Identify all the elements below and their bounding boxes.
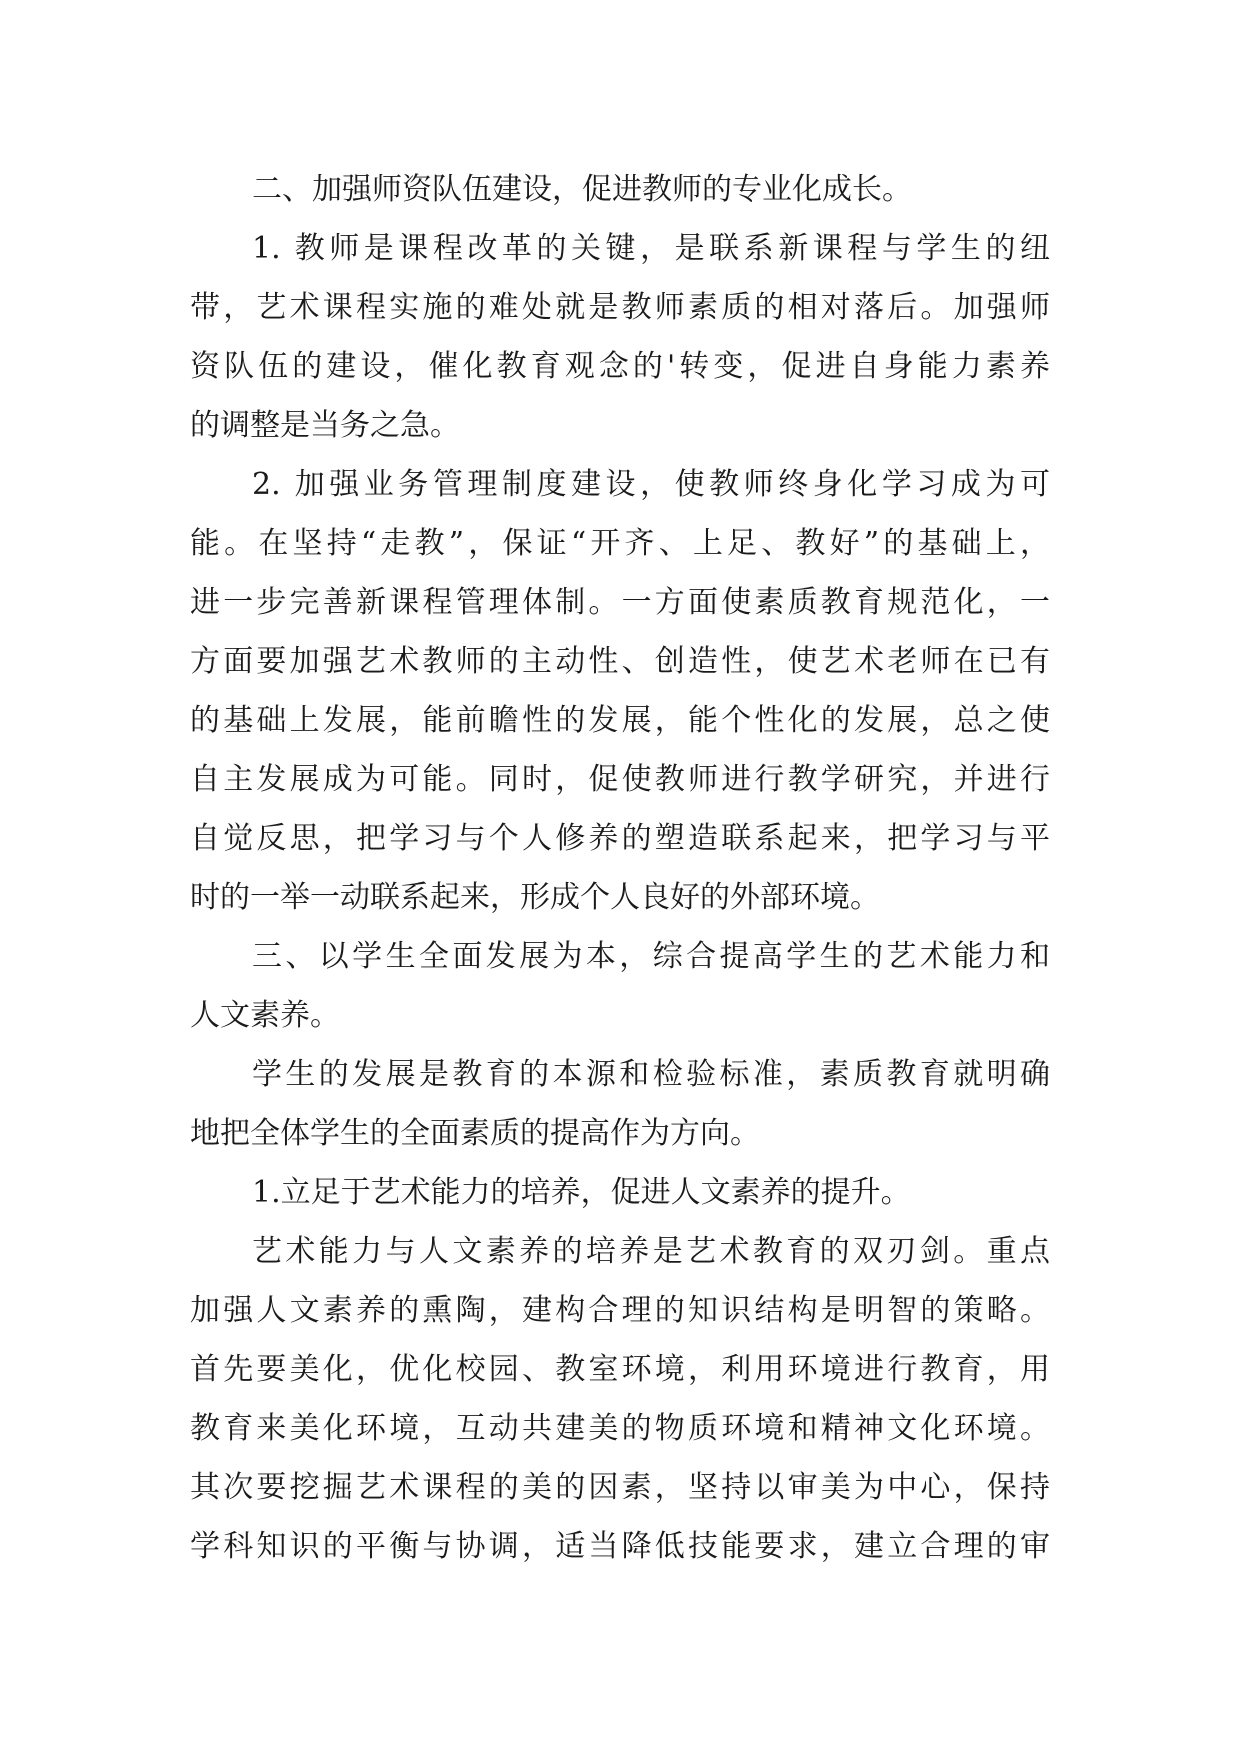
text-line: 的基础上发展，能前瞻性的发展，能个性化的发展，总之使 [190,703,1050,738]
text-line: 进一步完善新课程管理体制。一方面使素质教育规范化，一 [190,585,1050,620]
text-line: 首先要美化，优化校园、教室环境，利用环境进行教育，用 [190,1352,1050,1387]
text-line: 1. 教师是课程改革的关键，是联系新课程与学生的纽 [252,231,1050,266]
text-line: 方面要加强艺术教师的主动性、创造性，使艺术老师在已有 [190,644,1050,679]
text-line: 时的一举一动联系起来，形成个人良好的外部环境。 [190,880,880,915]
text-line: 1.立足于艺术能力的培养，促进人文素养的提升。 [252,1175,911,1210]
text-line: 地把全体学生的全面素质的提高作为方向。 [190,1116,760,1151]
text-line: 自觉反思，把学习与个人修养的塑造联系起来，把学习与平 [190,821,1050,856]
text-line: 自主发展成为可能。同时，促使教师进行教学研究，并进行 [190,762,1050,797]
text-line: 带，艺术课程实施的难处就是教师素质的相对落后。加强师 [190,290,1050,325]
document-page [190,160,1050,1576]
text-line: 的调整是当务之急。 [190,408,460,443]
text-line: 能。在坚持“走教”，保证“开齐、上足、教好”的基础上， [190,526,1050,561]
text-line: 教育来美化环境，互动共建美的物质环境和精神文化环境。 [190,1411,1050,1446]
text-line: 2. 加强业务管理制度建设，使教师终身化学习成为可 [252,467,1050,502]
text-line: 加强人文素养的熏陶，建构合理的知识结构是明智的策略。 [190,1293,1050,1328]
text-line: 资队伍的建设，催化教育观念的'转变，促进自身能力素养 [190,349,1050,384]
text-line: 二、加强师资队伍建设，促进教师的专业化成长。 [252,172,912,207]
text-line: 学生的发展是教育的本源和检验标准，素质教育就明确 [252,1057,1050,1092]
text-line: 其次要挖掘艺术课程的美的因素，坚持以审美为中心，保持 [190,1470,1050,1505]
text-line: 学科知识的平衡与协调，适当降低技能要求，建立合理的审 [190,1529,1050,1564]
text-line: 三、以学生全面发展为本，综合提高学生的艺术能力和 [252,939,1050,974]
text-line: 艺术能力与人文素养的培养是艺术教育的双刃剑。重点 [252,1234,1050,1269]
text-line: 人文素养。 [190,998,340,1033]
